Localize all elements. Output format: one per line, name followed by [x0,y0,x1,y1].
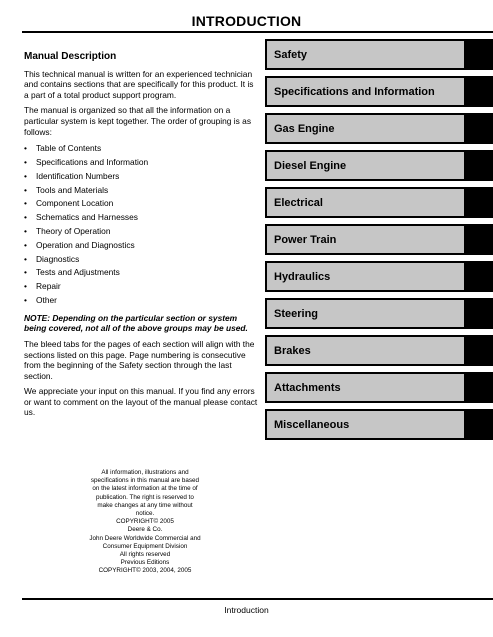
list-item: • Diagnostics [24,253,259,267]
copyright-notice [70,469,220,576]
section-tabs [265,39,493,446]
feedback-paragraph: We appreciate your input on this manual. If you find any errors or want to comment on the layout of the manual please contact us. [24,386,258,418]
organization-paragraph: The manual is organized so that all the information on a particular system is kept together. The order of grouping is as follows: [24,105,252,137]
copyright-line: COPYRIGHT© 2003, 2004, 2005 [98,567,192,575]
tab-label: Attachments [267,374,464,401]
copyright-line: on the latest information at the time of [92,485,198,493]
copyright-line: Previous Editions [120,559,170,567]
tab-label: Safety [267,41,464,68]
copyright-line: Deere & Co. [127,526,163,534]
tab-label: Diesel Engine [267,152,464,179]
tab-specifications-and-information[interactable] [265,76,493,107]
copyright-line: All information, illustrations and [101,469,189,476]
copyright-line: All rights reserved [119,551,171,559]
manual-description-section [24,52,259,423]
tab-label: Power Train [267,226,464,253]
copyright-line: COPYRIGHT© 2005 [116,518,174,526]
list-item: • Specifications and Information [24,156,259,170]
tab-electrical[interactable] [265,187,493,218]
list-item: • Repair [24,280,259,294]
list-item: • Tools and Materials [24,184,259,198]
note-text: NOTE: Depending on the particular section or system being covered, not all of the above groups may be used. [24,312,248,334]
tab-steering[interactable] [265,298,493,329]
bleed-tabs-paragraph: The bleed tabs for the pages of each section will align with the sections listed on this page. Page numbering is consecutive from the beginning of the Safety section through the last section. [24,338,255,381]
section-heading: Manual Description [24,51,117,62]
tab-miscellaneous[interactable] [265,409,493,440]
copyright-line: notice. [135,510,155,518]
tab-label: Miscellaneous [267,411,464,438]
copyright-line: publication. The right is reserved to [96,493,194,501]
tab-gas-engine[interactable] [265,113,493,144]
page-title: INTRODUCTION [191,13,302,29]
tab-attachments[interactable] [265,372,493,403]
tab-brakes[interactable] [265,335,493,366]
list-item: • Other [24,294,259,308]
bottom-divider [22,598,493,600]
group-list [24,142,259,308]
tab-power-train[interactable] [265,224,493,255]
tab-label: Brakes [267,337,464,364]
list-item: • Operation and Diagnostics [24,239,259,253]
copyright-line: John Deere Worldwide Commercial and [89,534,201,542]
tab-safety[interactable] [265,39,493,70]
list-item: • Tests and Adjustments [24,266,259,280]
list-item: • Theory of Operation [24,225,259,239]
tab-diesel-engine[interactable] [265,150,493,181]
tab-label: Electrical [267,189,464,216]
list-item: • Identification Numbers [24,170,259,184]
list-item: • Schematics and Harnesses [24,211,259,225]
top-divider [22,31,493,33]
copyright-line: Consumer Equipment Division [102,542,188,550]
intro-paragraph: This technical manual is written for an experienced technician and contains sections that are specifically for this product. It is a part of a total product support program. [24,68,254,100]
tab-label: Steering [267,300,464,327]
list-item: • Table of Contents [24,142,259,156]
tab-label: Gas Engine [267,115,464,142]
tab-label: Specifications and Information [267,78,464,105]
tab-label: Hydraulics [267,263,464,290]
copyright-line: specifications in this manual are based [90,477,200,485]
tab-hydraulics[interactable] [265,261,493,292]
page-footer: Introduction [224,605,269,615]
copyright-line: make changes at any time without [97,501,193,509]
list-item: • Component Location [24,197,259,211]
